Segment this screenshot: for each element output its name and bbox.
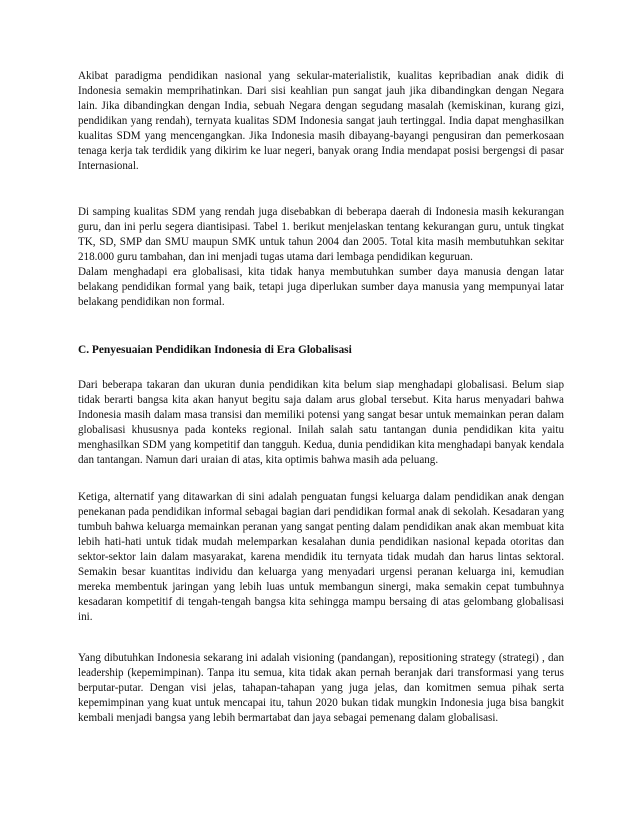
paragraph-4: Dari beberapa takaran dan ukuran dunia pendidikan kita belum siap menghadapi globalisasi. Belum siap tidak berarti bangsa kita akan hanyut begitu saja dalam arus global tersebut. Kita harus menyadari bahwa Indonesia masih dalam masa transisi dan memiliki potensi yang sangat besar untuk memainkan peran dalam globalisasi khususnya pada konteks regional. Inilah salah satu tantangan dunia pendidikan kita yaitu menghasilkan SDM yang kompetitif dan tangguh. Kedua, dunia pendidikan kita menghadapi banyak kendala dan tantangan. Namun dari uraian di atas, kita optimis bahwa masih ada peluang. [78, 379, 564, 467]
paragraph-5-block [78, 490, 564, 625]
paragraph-5: Ketiga, alternatif yang ditawarkan di sini adalah penguatan fungsi keluarga dalam pendidikan anak dengan penekanan pada pendidikan informal sebagai bagian dari pendidikan formal anak di sekolah. Kesadaran yang tumbuh bahwa keluarga memainkan peranan yang sangat penting dalam pendidikan anak akan membuat kita lebih hati-hati untuk tidak mudah melemparkan kesalahan dunia pendidikan nasional kepada otoritas dan sektor-sektor lain dalam masyarakat, karena mendidik itu ternyata tidak mudah dan harus lintas sektoral. Semakin besar kuantitas individu dan keluarga yang menyadari urgensi peranan keluarga ini, kemudian mereka membentuk jaringan yang lebih luas untuk membangun sinergi, maka semakin cepat tumbuhnya kesadaran kompetitif di tengah-tengah bangsa kita sehingga mampu bersaing di atas gelombang globalisasi ini. [78, 491, 564, 624]
paragraph-2: Di samping kualitas SDM yang rendah juga disebabkan di beberapa daerah di Indonesia masih kekurangan guru, dan ini perlu segera diantisipasi. Tabel 1. berikut menjelaskan tentang kekurangan guru, untuk tingkat TK, SD, SMP dan SMU maupun SMK untuk tahun 2004 dan 2005. Total kita masih membutuhkan sekitar 218.000 guru tambahan, dan ini menjadi tugas utama dari lembaga pendidikan keguruan. [78, 206, 564, 264]
paragraph-1-block [78, 69, 564, 174]
paragraph-3: Dalam menghadapi era globalisasi, kita tidak hanya membutuhkan sumber daya manusia dengan latar belakang pendidikan formal yang baik, tetapi juga diperlukan sumber daya manusia yang mempunyai latar belakang pendidikan non formal. [78, 266, 564, 309]
paragraph-6: Yang dibutuhkan Indonesia sekarang ini adalah visioning (pandangan), repositioning strategy (strategi) , dan leadership (kepemimpinan). Tanpa itu semua, kita tidak akan pernah beranjak dari transformasi yang terus berputar-putar. Dengan visi jelas, tahapan-tahapan yang juga jelas, dan komitmen semua pihak serta kepemimpinan yang kuat untuk mencapai itu, tahun 2020 bukan tidak mungkin Indonesia juga bisa bangkit kembali menjadi bangsa yang lebih bermartabat dan jaya sebagai pemenang dalam globalisasi. [78, 652, 564, 725]
paragraph-6-block [78, 651, 564, 726]
paragraph-4-block [78, 378, 564, 468]
section-heading: C. Penyesuaian Pendidikan Indonesia di Era Globalisasi [78, 344, 352, 356]
paragraph-2-block [78, 205, 564, 310]
paragraph-1: Akibat paradigma pendidikan nasional yang sekular-materialistik, kualitas kepribadian anak didik di Indonesia semakin memprihatinkan. Dari sisi keahlian pun sangat jauh jika dibandingkan dengan Negara lain. Jika dibandingkan dengan India, sebuah Negara dengan segudang masalah (kemiskinan, kurang gizi, pendidikan yang rendah), ternyata kualitas SDM Indonesia sangat jauh tertinggal. India dapat menghasilkan kualitas SDM yang mencengangkan. Jika Indonesia masih dibayang-bayangi pengusiran dan pemerkosaan tenaga kerja tak terdidik yang dikirim ke luar negeri, banyak orang India mendapat posisi bergengsi di pasar Internasional. [78, 70, 564, 173]
section-heading-block [78, 343, 564, 358]
